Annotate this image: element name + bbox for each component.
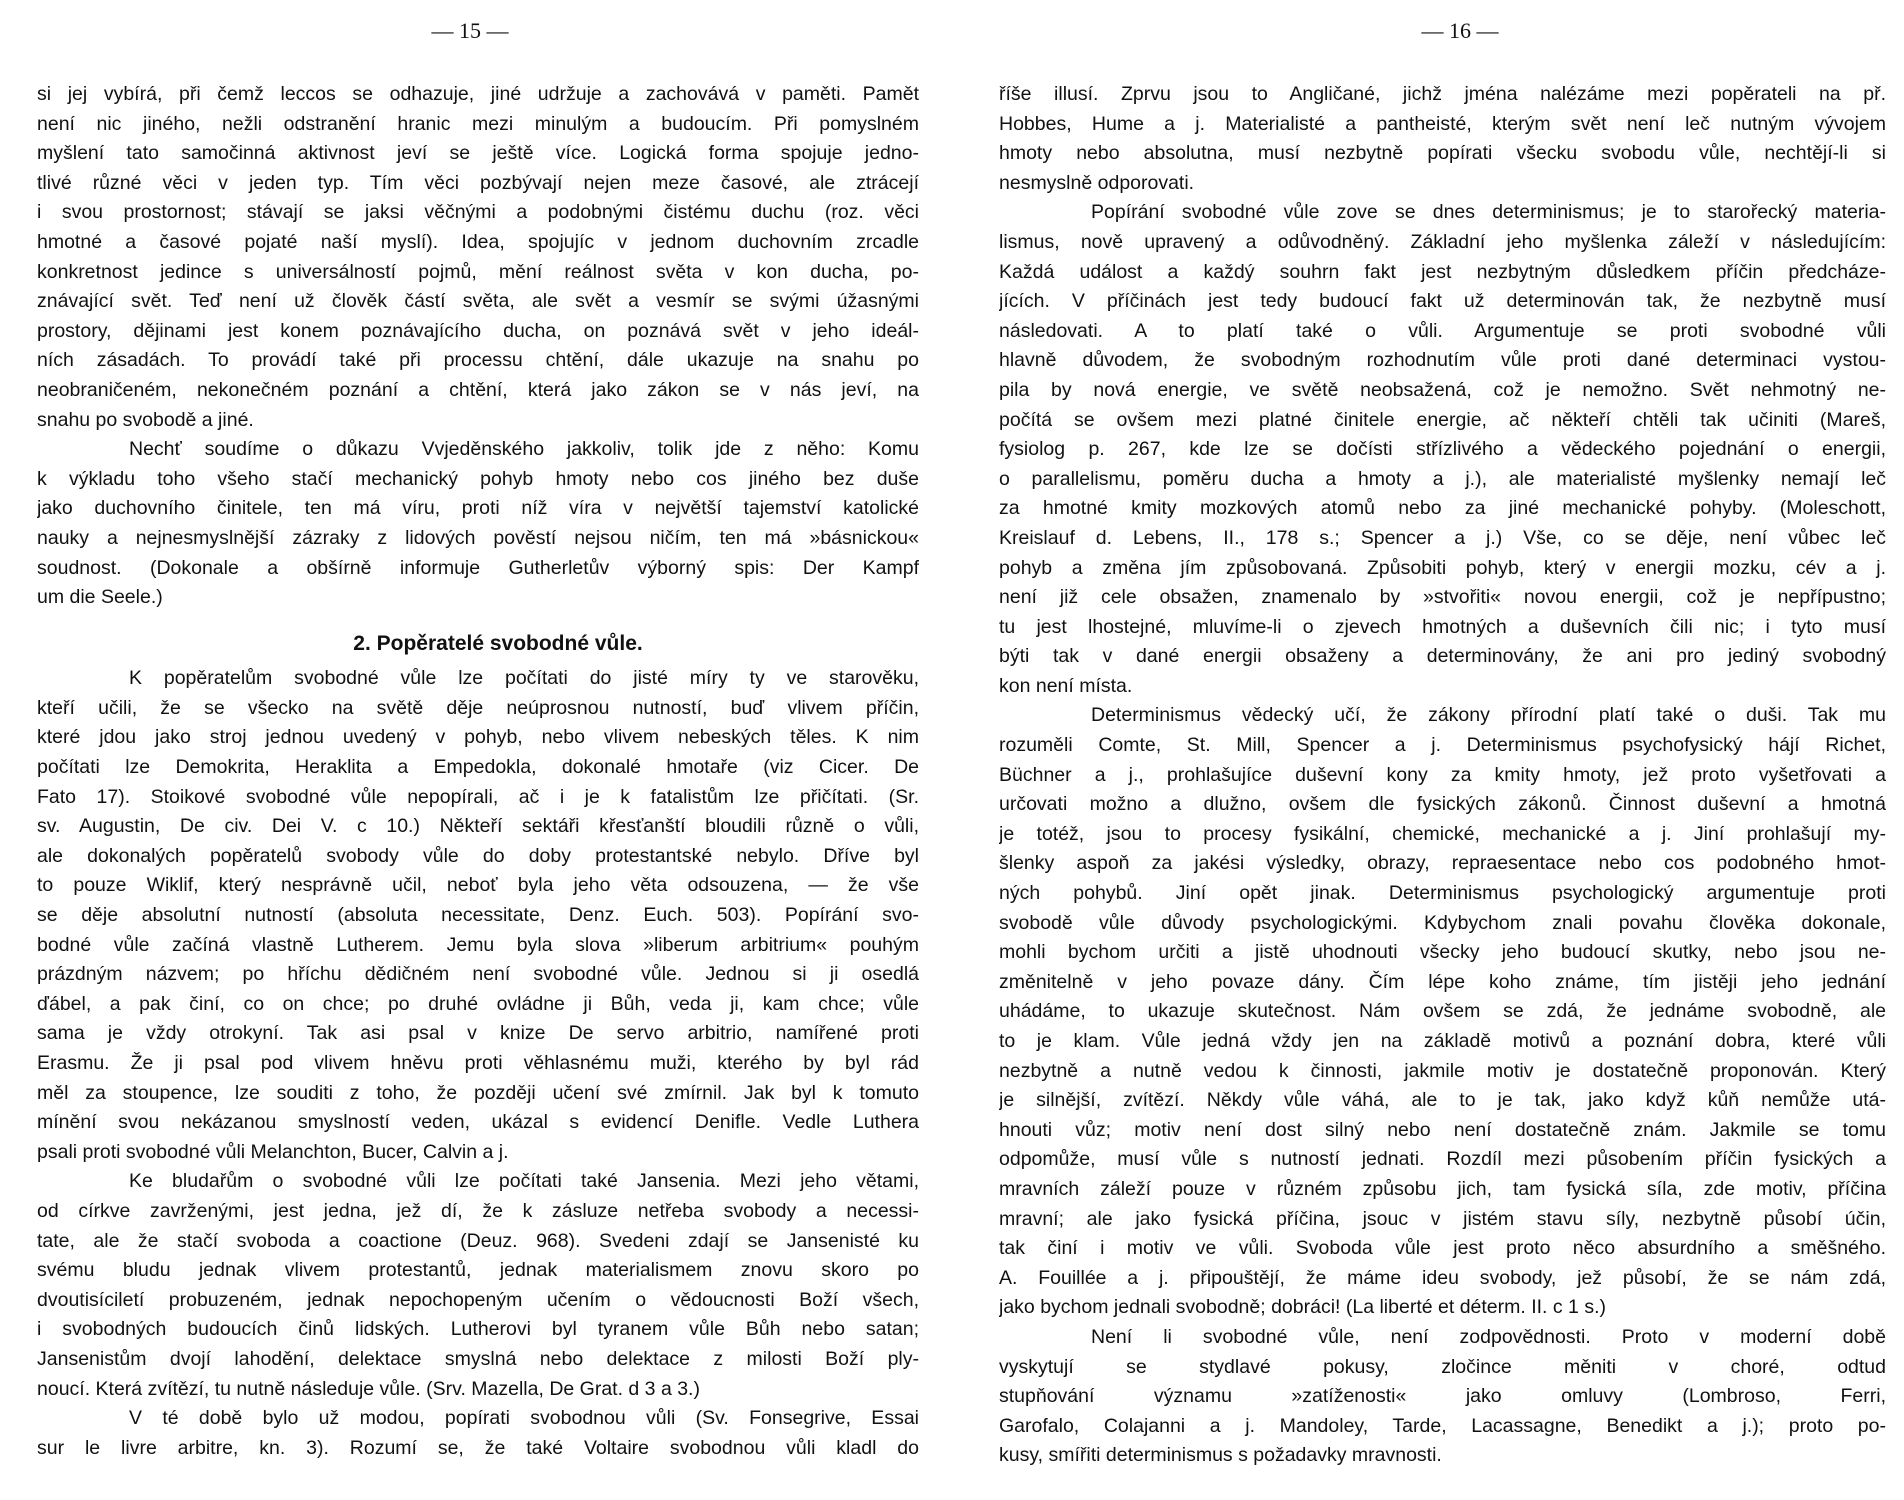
right-page-text (999, 80, 1886, 1471)
text-line: mravních záleží pouze v různém způsobu jich, tam fysická síla, zde motiv, příčina (999, 1177, 1886, 1200)
text-line: i svobodných budoucích činů lidských. Lutherovi byl tyranem vůle Bůh nebo satan; (37, 1318, 919, 1341)
text-line: šlenky aspoň za jakési výsledky, obrazy, repraesentace nebo cos podobného hmot- (999, 852, 1886, 875)
text-line: nezbytně a nutně vedou k činnosti, jakmile motiv je dostatečně proponován. Který (999, 1059, 1886, 1082)
text-line: mohli bychom určiti a jistě uhodnouti všecky jeho budoucí skutky, nebo jsou ne- (999, 941, 1886, 964)
text-line: Není li svobodné vůle, není zodpovědnosti. Proto v moderní době (1091, 1325, 1886, 1348)
text-line: Büchner a j., prohlašujíce duševní kony za kmity hmoty, jež proto vyšetřovati a (999, 763, 1886, 786)
text-line: rozuměli Comte, St. Mill, Spencer a j. Determinismus psychofysický hájí Richet, (999, 734, 1886, 757)
text-line: jako duchovního činitele, ten má víru, proti níž víra v největší tajemství katolické (37, 497, 919, 520)
text-line: Každá událost a každý souhrn fakt jest nezbytným důsledkem příčin předcháze- (999, 260, 1886, 283)
page-number-left: — 15 — (431, 18, 509, 43)
text-line: Jansenistům dvojí lahodění, delektace smyslná nebo delektace z milosti Boží ply- (37, 1347, 919, 1370)
text-line: stupňování významu »zatíženosti« jako omluvy (Lombroso, Ferri, (999, 1385, 1886, 1408)
text-line: K popěratelům svobodné vůle lze počítati do jisté míry ty ve starověku, (129, 667, 919, 690)
text-line: svobodě vůle důvody psychologickými. Kdybychom znali povahu člověka dokonale, (999, 911, 1886, 934)
text-line: noucí. Která zvítězí, tu nutně následuje vůle. (Srv. Mazella, De Grat. d 3 a 3.) (37, 1377, 700, 1400)
text-line: to pouze Wiklif, který nesprávně učil, neboť byla jeho věta odsouzena, — že vše (37, 874, 919, 897)
text-line: tlivé různé věci v jeden typ. Tím věci pozbývají nejen meze časové, ale ztrácejí (37, 171, 919, 194)
text-line: hnouti vůz; motiv není dost silný nebo není dostatečně znám. Jakmile se tomu (999, 1118, 1886, 1141)
text-line: o parallelismu, poměru ducha a hmoty a j.), ale materialisté myšlenky nemají leč (999, 467, 1886, 490)
text-line: snahu po svobodě a jiné. (37, 408, 254, 431)
text-line: ďábel, a pak činí, co on chce; po druhé ovládne ji Bůh, veda ji, kam chce; vůle (37, 992, 919, 1015)
text-line: neobraničeném, nekonečném poznání a chtění, která jako zákon se v nás jeví, na (37, 378, 919, 401)
text-line: prostory, dějinami jest konem poznávajícího ducha, on poznává svět v jeho ideál- (37, 319, 919, 342)
text-line: soudnost. (Dokonale a obšírně informuje Gutherletův výborný spis: Der Kampf (37, 556, 919, 579)
text-line: Nechť soudíme o důkazu Vvjeděnského jakkoliv, tolik jde z něho: Komu (129, 438, 919, 461)
page-number-right: — 16 — (1421, 18, 1499, 43)
text-line: kon není místa. (999, 674, 1133, 697)
text-line: ale dokonalých popěratelů svobody vůle do doby protestantské nebylo. Dříve byl (37, 844, 919, 867)
text-line: určovati možno a dlužno, ovšem dle fysických zákonů. Činnost duševní a hmotná (999, 793, 1886, 816)
text-line: kteří učili, že se všecko na světě děje neúprosnou nutností, buď vlivem příčin, (37, 696, 919, 719)
text-line: je totéž, jsou to procesy fysikální, chemické, mechanické a j. Jiní prohlašují my- (999, 822, 1886, 845)
text-line: jako bychom jednali svobodně; dobráci! (La liberté et déterm. II. c 1 s.) (999, 1296, 1606, 1319)
text-line: které jdou jako stroj jednou uvedený v pohyb, nebo vlivem nebeských těles. K nim (37, 726, 919, 749)
text-line: pila by nová energie, ve světě neobsažená, což je nemožno. Svět nehmotný ne- (999, 378, 1886, 401)
text-line: tu jest lhostejné, mluvíme-li o zjevech hmotných a duševních čili nic; i tyto musí (999, 615, 1886, 638)
text-line: odpomůže, musí vůle s nutností jednati. Rozdíl mezi působením příčin fysických a (999, 1148, 1886, 1171)
paragraph (37, 1404, 919, 1463)
text-line: sur le livre arbitre, kn. 3). Rozumí se, že také Voltaire svobodnou vůli kladl do (37, 1436, 919, 1459)
text-line: konkretnost jedince s universálností pojmů, mění reálnost světa v kon ducha, po- (37, 260, 919, 283)
text-line: hmotné a časové pojaté naší myslí). Idea, spojujíc v jednom duchovním zrcadle (37, 230, 919, 253)
text-line: říše illusí. Zprvu jsou to Angličané, jichž jména nalézáme mezi popěrateli na př. (999, 83, 1886, 105)
text-line: A. Fouillée a j. připouštějí, že máme ideu svobody, jež působí, že se nám zdá, (999, 1266, 1886, 1289)
text-line: Hobbes, Hume a j. Materialisté a pantheisté, kterým svět není leč nutným vývojem (999, 112, 1886, 135)
text-line: není již cele obsažen, znamenalo by »stvořiti« novou energii, což je nepřípustno; (999, 586, 1886, 609)
text-line: následovati. A to platí také o vůli. Argumentuje se proti svobodné vůli (999, 319, 1886, 342)
text-line: ních zásadách. To provádí také při processu chtění, dále ukazuje na snahu po (37, 349, 919, 372)
text-line: mravní; ale jako fysická příčina, jsouc v jistém stavu síly, nezbytně působí účin, (999, 1207, 1886, 1230)
paragraph (999, 701, 1886, 1322)
text-line: k výkladu toho všeho stačí mechanický pohyb hmoty nebo cos jiného bez duše (37, 467, 919, 490)
text-line: počítá se ovšem mezi platné činitele energie, ač někteří chtěli tak učiniti (Mareš, (999, 408, 1886, 431)
text-line: sv. Augustin, De civ. Dei V. c 10.) Někteří sektáři křesťanští bloudili různě o vůli, (37, 815, 919, 838)
text-line: fysiolog p. 267, kde lze se dočísti střízlivého a vědeckého pojednání o energii, (999, 438, 1886, 461)
text-line: znávající svět. Teď není už člověk částí světa, ale svět a vesmír se svými úžasnými (37, 290, 919, 313)
paragraph (37, 1167, 919, 1404)
text-line: sama je vždy otrokyní. Tak asi psal v knize De servo arbitrio, namířené proti (37, 1022, 919, 1045)
text-line: se děje absolutní nutností (absoluta necessitate, Denz. Euch. 503). Popírání svo- (37, 904, 919, 927)
text-line: za hmotné kmity mozkových atomů nebo za jiné mechanické pohyby. (Moleschott, (999, 497, 1886, 520)
text-line: V té době bylo už modou, popírati svobodnou vůli (Sv. Fonsegrive, Essai (129, 1407, 919, 1430)
text-line: měl za stoupence, lze souditi z toho, že později učení své zmírnil. Jak byl k tomuto (37, 1081, 919, 1104)
text-line: um die Seele.) (37, 586, 163, 609)
text-line: si jej vybírá, při čemž leccos se odhazuje, jiné udržuje a zachovává v paměti. Pamět (37, 83, 919, 105)
text-line: ných pohybů. Jiní opět jinak. Determinismus psychologický argumentuje proti (999, 882, 1886, 905)
text-line: Popírání svobodné vůle zove se dnes determinismus; je to starořecký materia- (1091, 201, 1886, 224)
text-line: vyskytují se stydlavé pokusy, zločince měniti v choré, odtud (999, 1355, 1886, 1378)
text-line: kusy, smířiti determinismus s požadavky mravnosti. (999, 1444, 1442, 1467)
paragraph (37, 80, 919, 435)
text-line: myšlení tato samočinná aktivnost jeví se ještě více. Logická forma spojuje jedno- (37, 142, 919, 165)
text-line: svému bludu jednak vlivem protestantů, jednak materialismem znovu skoro po (37, 1259, 919, 1282)
text-line: bodné vůle začíná vlastně Lutherem. Jemu byla slova »liberum arbitrium« pouhým (37, 933, 919, 956)
text-line: nauky a nejnesmyslnější zázraky z lidových pověstí nejsou ničím, ten má »básnickou« (37, 526, 919, 549)
text-line: Determinismus vědecký učí, že zákony přírodní platí také o duši. Tak mu (1091, 704, 1886, 727)
text-line: je silnější, zvítězí. Někdy vůle váhá, ale to je tak, jako když kůň nemůže utá- (999, 1089, 1886, 1112)
text-line: lismus, nově upravený a odůvodněný. Základní jeho myšlenka záleží v následujícím: (999, 230, 1886, 253)
text-line: i svou prostornost; stávají se jaksi věčnými a podobnými čistému duchu (roz. věci (37, 201, 919, 224)
text-line: Ke bludařům o svobodné vůli lze počítati také Jansenia. Mezi jeho větami, (129, 1170, 919, 1193)
text-line: Kreislauf d. Lebens, II., 178 s.; Spencer a j.) Vše, co se děje, není vůbec leč (999, 526, 1886, 549)
left-page-text (37, 80, 919, 1463)
text-line: není nic jiného, nežli odstranění hranic mezi minulým a budoucím. Při pomyslném (37, 112, 919, 135)
text-line: Erasmu. Že ji psal pod vlivem hněvu proti věhlasnému muži, kterého by byl rád (37, 1052, 919, 1074)
text-line: dvoutisíciletí probuzeném, jednak nepochopeným učením o vědoucnosti Boží všech, (37, 1288, 919, 1311)
text-line: od církve zavrženými, jest jedna, jež dí, že k zásluze netřeba svobody a necessi- (37, 1199, 919, 1222)
text-line: počítati lze Demokrita, Heraklita a Empedokla, dokonalé hmotaře (viz Cicer. De (37, 756, 919, 779)
text-line: tak činí i motiv ve vůli. Svoboda vůle jest proto něco absurdního a směšného. (999, 1237, 1886, 1260)
text-line: nesmyslně odporovati. (999, 171, 1195, 194)
text-line: změnitelně v jeho povaze dány. Čím lépe koho známe, tím jistěji jeho jednání (999, 970, 1886, 993)
section-heading: 2. Popěratelé svobodné vůle. (353, 631, 643, 655)
text-line: prázdným názvem; po hříchu dědičném není svobodné vůle. Jednou si ji osedlá (37, 963, 919, 986)
text-line: mínění svou nekázanou smyslností veden, ukázal s evidencí Denifle. Vedle Luthera (37, 1111, 919, 1134)
paragraph (37, 664, 919, 1167)
paragraph (999, 1323, 1886, 1471)
text-line: hmoty nebo absolutna, musí nezbytně popírati všecku svobodu vůle, nechtějí-li si (999, 142, 1886, 165)
text-line: pohyb a změna jím způsobovaná. Způsobiti pohyb, který v energii mozku, cév a j. (999, 556, 1886, 579)
paragraph (999, 80, 1886, 198)
text-line: býti tak v dané energii obsaženy a determinovány, že ani pro jediný svobodný (999, 645, 1886, 668)
text-line: to je klam. Vůle jedná vždy jen na základě motivů a poznání dobra, které vůli (999, 1030, 1886, 1052)
text-line: Fato 17). Stoikové svobodné vůle nepopírali, ač i je k fatalistům lze přičítati. (Sr. (37, 785, 919, 808)
text-line: hlavně důvodem, že svobodným rozhodnutím vůle proti dané determinaci vystou- (999, 349, 1886, 372)
paragraph (37, 435, 919, 613)
text-line: psali proti svobodné vůli Melanchton, Bucer, Calvin a j. (37, 1140, 509, 1163)
text-line: tate, ale že stačí svoboda a coactione (Deuz. 968). Svedeni zdají se Jansenisté ku (37, 1229, 919, 1252)
text-line: Garofalo, Colajanni a j. Mandoley, Tarde, Lacassagne, Benedikt a j.); proto po- (999, 1414, 1886, 1437)
paragraph (999, 198, 1886, 701)
text-line: uhádáme, to ukazuje skutečnost. Nám ovšem se zdá, že jednáme svobodně, ale (999, 1000, 1886, 1023)
text-line: jících. V příčinách jest tedy budoucí fakt už determinován tak, že nezbytně musí (999, 290, 1886, 313)
